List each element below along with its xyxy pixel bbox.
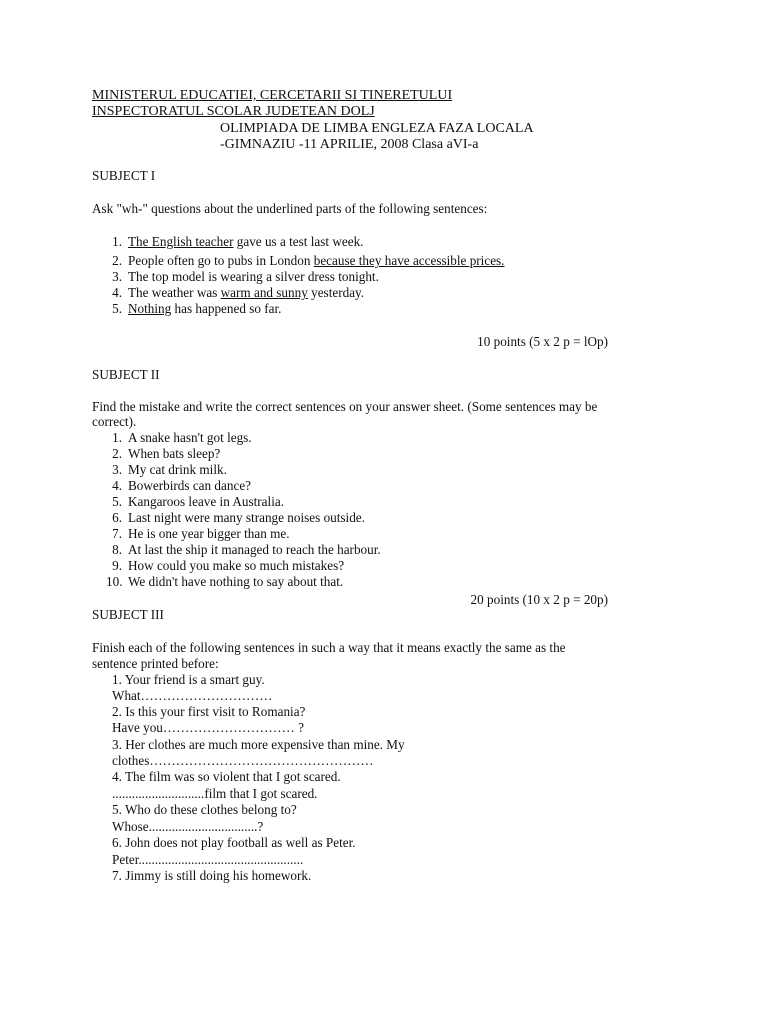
list-item [106,285,364,301]
subject-2-instruction-line-1: Find the mistake and write the correct sentences on your answer sheet. (Some sentences may be [92,399,598,414]
item-text: has happened so far. [171,301,282,316]
list-item [106,510,365,526]
underlined-part: The English teacher [128,234,234,249]
item-number: 8. [112,542,122,557]
list-item [106,269,379,285]
answer-line: Have you………………………… ? [112,720,304,735]
underlined-part: because they have accessible prices. [313,253,505,268]
item-text: He is one year bigger than me. [128,526,290,541]
subject-2-title: SUBJECT II [92,367,160,382]
list-item [106,478,251,494]
list-item [106,253,504,269]
list-item [106,301,281,317]
list-item [106,494,284,510]
item-number: 2. [112,253,122,268]
item-number: 3. [112,462,122,477]
list-item [106,430,252,446]
item-text: yesterday. [307,285,365,300]
item-text: The weather was [128,285,221,300]
item-number: 3. [112,269,122,284]
item-text: Bowerbirds can dance? [128,478,252,493]
item-text: The top model is wearing a silver dress tonight. [128,269,379,284]
item-text: How could you make so much mistakes? [128,558,345,573]
header-ministry-text: MINISTERUL EDUCATIEI, CERCETARII SI TINERETULUI [92,88,453,103]
list-item [106,542,381,558]
item-text: My cat drink milk. [128,462,227,477]
subject-3-title: SUBJECT III [92,607,164,622]
item-text: Kangaroos leave in Australia. [128,494,285,509]
item-number: 4. [112,285,122,300]
subject-3-instruction-line-2: sentence printed before: [92,656,219,671]
answer-line: What………………………… [112,688,273,703]
item-number: 6. [112,510,122,525]
list-item [106,558,344,574]
list-item: 3. Her clothes are much more expensive than mine. My [112,737,405,752]
underlined-part: warm and sunny [220,285,308,300]
item-text: When bats sleep? [128,446,221,461]
item-text: gave us a test last week. [233,234,364,249]
underlined-part: Nothing [128,301,172,316]
item-text: Last night were many strange noises outside. [128,510,365,525]
list-item [106,234,363,250]
item-number: 1. [112,430,122,445]
item-text: We didn't have nothing to say about that. [128,574,344,589]
list-item [106,462,227,478]
header-inspectorate-text: INSPECTORATUL SCOLAR JUDETEAN DOLJ [92,104,375,119]
list-item: 4. The film was so violent that I got scared. [112,769,341,784]
subject-1-title: SUBJECT I [92,168,156,183]
header-olympiad: OLIMPIADA DE LIMBA ENGLEZA FAZA LOCALA [220,121,534,136]
answer-line: Peter.................................................. [112,852,304,867]
item-text: A snake hasn't got legs. [128,430,252,445]
list-item: 1. Your friend is a smart guy. [112,672,265,687]
list-item [106,446,220,462]
list-item: 7. Jimmy is still doing his homework. [112,868,312,883]
list-item: 6. John does not play football as well as Peter. [112,835,356,850]
item-number: 4. [112,478,122,493]
header-inspectorate [92,104,375,120]
item-number: 5. [112,301,122,316]
answer-line: ............................film that I got scared. [112,786,318,801]
item-number: 10. [106,574,123,589]
subject-1-points: 10 points (5 x 2 p = lOp) [477,334,608,349]
item-number: 7. [112,526,122,541]
item-number: 1. [112,234,122,249]
item-text: At last the ship it managed to reach the harbour. [128,542,381,557]
list-item [106,574,343,590]
header-date-class: -GIMNAZIU -11 APRILIE, 2008 Clasa aVI-a [220,137,479,152]
item-number: 2. [112,446,122,461]
item-number: 9. [112,558,122,573]
answer-line: Whose.................................? [112,819,264,834]
subject-3-instruction-line-1: Finish each of the following sentences in such a way that it means exactly the same as the [92,640,566,655]
item-text: People often go to pubs in London [128,253,314,268]
subject-2-points: 20 points (10 x 2 p = 20p) [470,592,608,607]
header-ministry [92,88,452,104]
item-number: 5. [112,494,122,509]
list-item: 2. Is this your first visit to Romania? [112,704,306,719]
subject-1-instruction: Ask "wh-" questions about the underlined parts of the following sentences: [92,201,488,216]
answer-line: clothes…………………………………………… [112,753,374,768]
list-item: 5. Who do these clothes belong to? [112,802,297,817]
list-item [106,526,290,542]
subject-2-instruction-line-2: correct). [92,414,137,429]
